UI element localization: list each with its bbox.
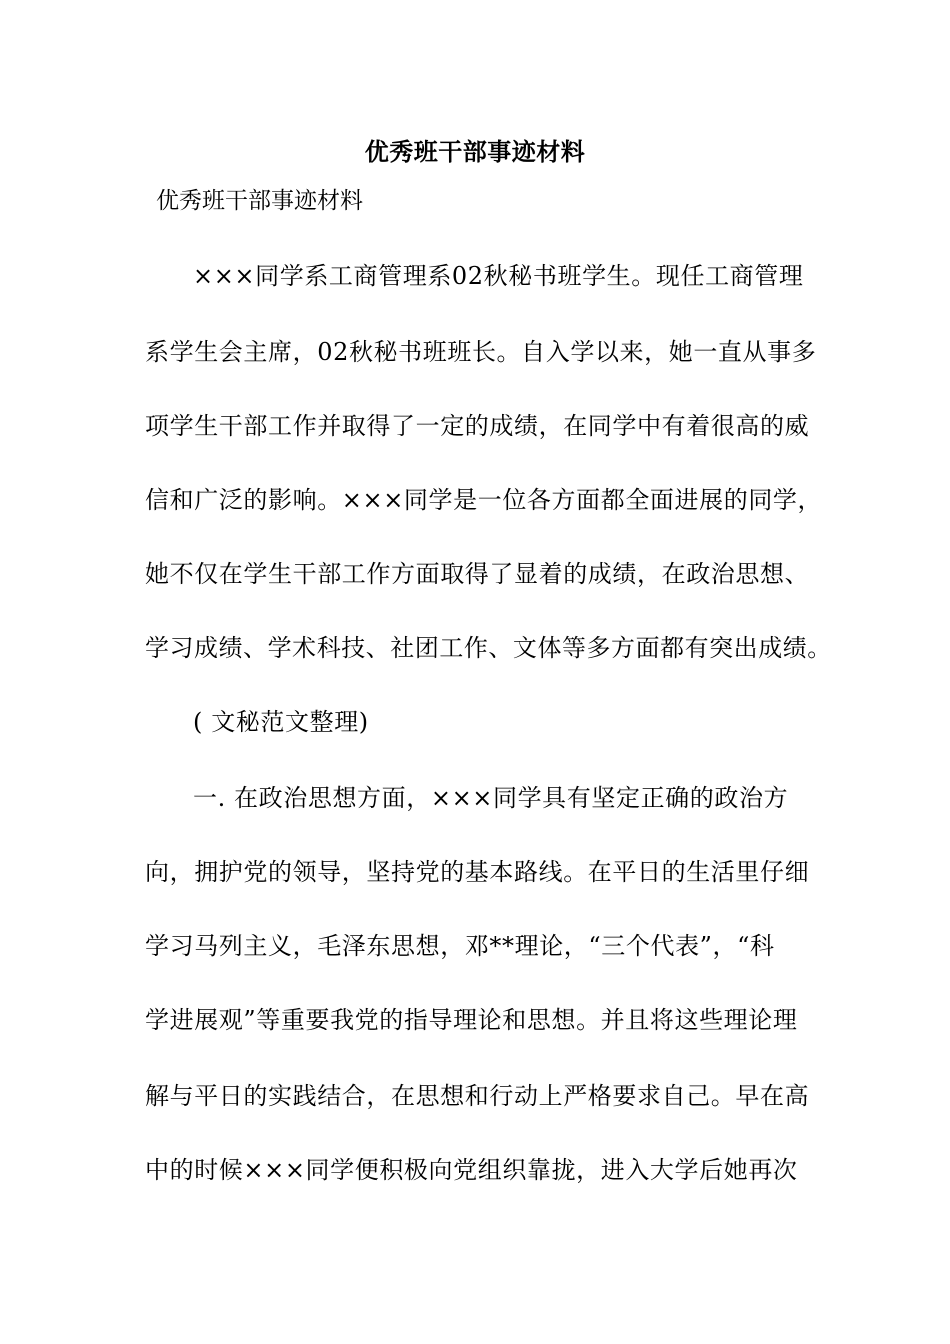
paragraph-line: 项学生干部工作并取得了一定的成绩，在同学中有着很高的威 <box>145 412 810 440</box>
paragraph-line: 学习马列主义，毛泽东思想，邓**理论，“三个代表”，“科 <box>145 932 775 960</box>
paragraph-line: ×××同学系工商管理系02秋秘书班学生。现任工商管理 <box>193 262 804 290</box>
paragraph-line: 中的时候×××同学便积极向党组织靠拢，进入大学后她再次 <box>145 1156 798 1184</box>
paragraph-line: 学进展观”等重要我党的指导理论和思想。并且将这些理论理 <box>145 1006 798 1034</box>
document-subtitle: 优秀班干部事迹材料 <box>156 188 363 214</box>
paragraph-line: ( 文秘范文整理) <box>193 708 369 736</box>
paragraph-line: 向，拥护党的领导，坚持党的基本路线。在平日的生活里仔细 <box>145 858 810 886</box>
paragraph-line: 系学生会主席，02秋秘书班班长。自入学以来，她一直从事多 <box>145 338 817 366</box>
document-title: 优秀班干部事迹材料 <box>364 137 586 166</box>
paragraph-line: 信和广泛的影响。×××同学是一位各方面都全面进展的同学， <box>145 486 823 514</box>
paragraph-line: 学习成绩、学术科技、社团工作、文体等多方面都有突出成绩。 <box>145 634 832 662</box>
paragraph-line: 她不仅在学生干部工作方面取得了显着的成绩，在政治思想、 <box>145 560 810 588</box>
paragraph-line: 解与平日的实践结合，在思想和行动上严格要求自己。早在高 <box>145 1082 810 1110</box>
paragraph-line: 一. 在政治思想方面，×××同学具有坚定正确的政治方 <box>193 784 789 812</box>
